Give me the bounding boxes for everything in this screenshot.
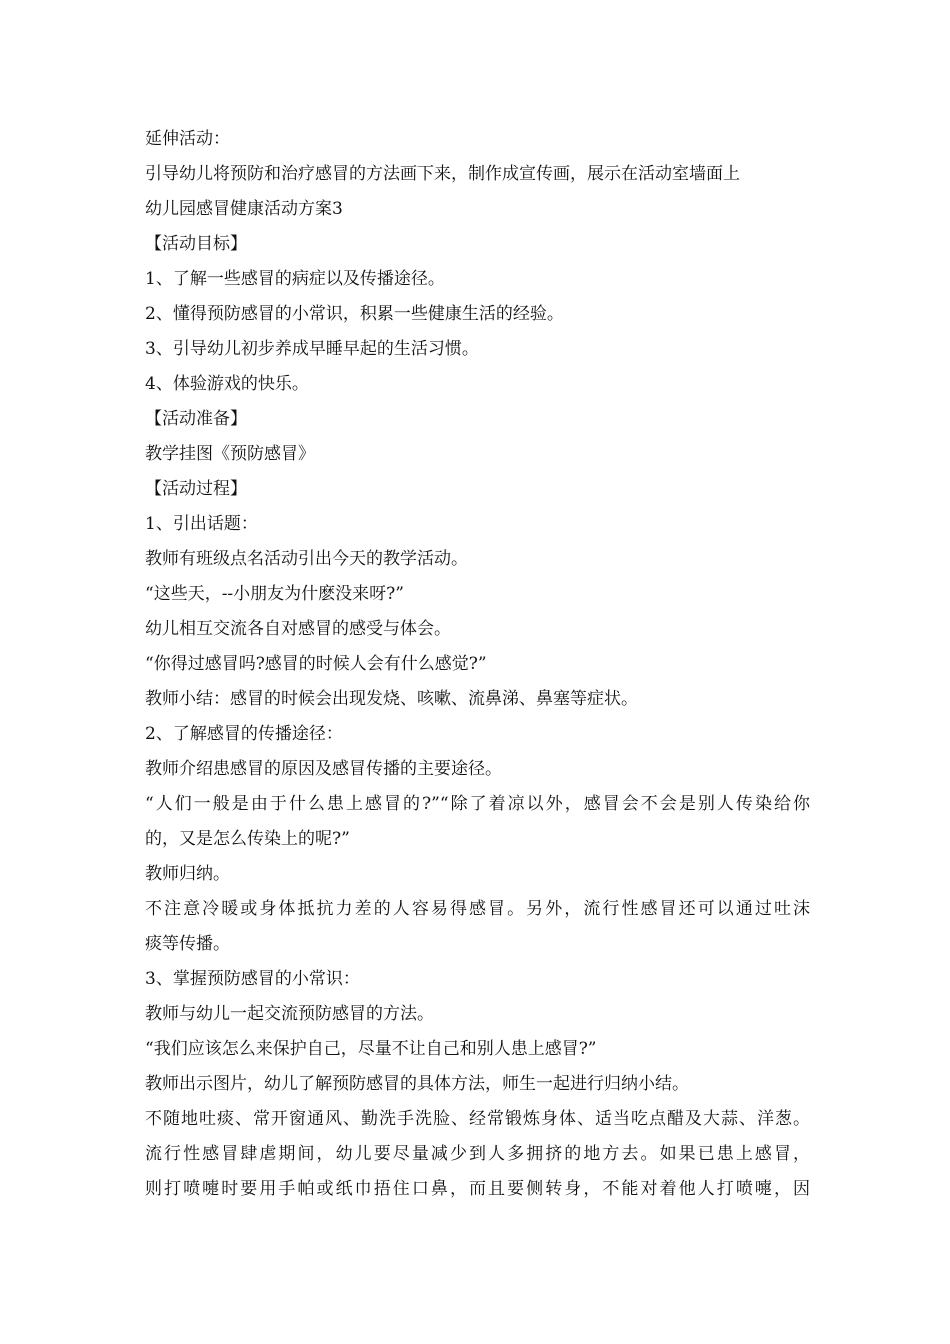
list-item: 1、引出话题： [145, 514, 258, 534]
text-line: 引导幼儿将预防和治疗感冒的方法画下来，制作成宣传画，展示在活动室墙面上 [145, 164, 740, 184]
text-line: “我们应该怎么来保护自己，尽量不让自己和别人患上感冒?” [145, 1039, 597, 1059]
text-line: 教师归纳。 [145, 864, 230, 884]
text-line: 幼儿相互交流各自对感冒的感受与体会。 [145, 619, 451, 639]
text-line: 教师与幼儿一起交流预防感冒的方法。 [145, 1004, 434, 1024]
text-line: “这些天，--小朋友为什麽没来呀?” [145, 584, 404, 604]
section-heading: 【活动准备】 [145, 409, 247, 429]
text-line: 教师小结：感冒的时候会出现发烧、咳嗽、流鼻涕、鼻塞等症状。 [145, 689, 638, 709]
section-heading: 幼儿园感冒健康活动方案3 [145, 199, 343, 219]
list-item: 2、懂得预防感冒的小常识，积累一些健康生活的经验。 [145, 304, 564, 324]
section-heading: 【活动过程】 [145, 479, 247, 499]
text-line: 教师有班级点名活动引出今天的教学活动。 [145, 549, 468, 569]
text-line: 教学挂图《预防感冒》 [145, 444, 315, 464]
list-item: 1、了解一些感冒的病症以及传播途径。 [145, 269, 445, 289]
text-line: “人们一般是由于什么患上感冒的?”“除了着凉以外，感冒会不会是别人传染给你 [145, 794, 810, 814]
document-body [145, 122, 810, 1207]
list-item: 3、掌握预防感冒的小常识： [145, 969, 360, 989]
text-line: 教师出示图片，幼儿了解预防感冒的具体方法，师生一起进行归纳小结。 [145, 1074, 689, 1094]
text-line: 不随地吐痰、常开窗通风、勤洗手洗脸、经常锻炼身体、适当吃点醋及大蒜、洋葱。 [145, 1109, 810, 1129]
text-line: 则打喷嚏时要用手帕或纸巾捂住口鼻，而且要侧转身，不能对着他人打喷嚏，因 [145, 1179, 810, 1199]
text-line: “你得过感冒吗?感冒的时候人会有什么感觉?” [145, 654, 487, 674]
text-line: 痰等传播。 [145, 934, 230, 954]
list-item: 3、引导幼儿初步养成早睡早起的生活习惯。 [145, 339, 479, 359]
list-item: 4、体验游戏的快乐。 [145, 374, 309, 394]
text-line: 的，又是怎么传染上的呢?” [145, 829, 350, 849]
section-heading: 【活动目标】 [145, 234, 247, 254]
text-line: 教师介绍患感冒的原因及感冒传播的主要途径。 [145, 759, 502, 779]
text-line: 延伸活动： [145, 129, 230, 149]
text-line: 不注意冷暖或身体抵抗力差的人容易得感冒。另外，流行性感冒还可以通过吐沫 [145, 899, 810, 919]
text-line: 流行性感冒肆虐期间，幼儿要尽量减少到人多拥挤的地方去。如果已患上感冒， [145, 1144, 810, 1164]
list-item: 2、了解感冒的传播途径： [145, 724, 343, 744]
